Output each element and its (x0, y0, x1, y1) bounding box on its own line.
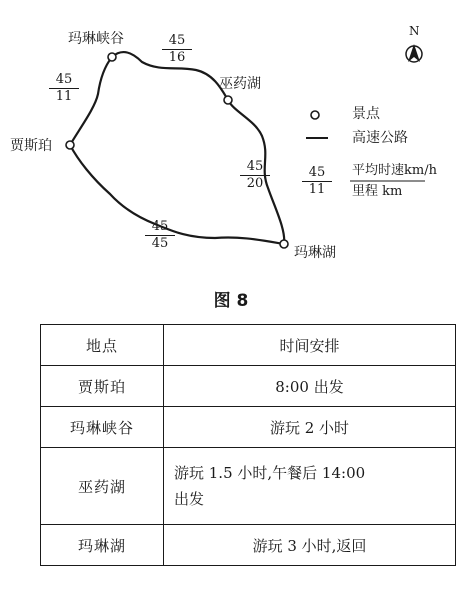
table-header-row (41, 325, 456, 366)
table-row (41, 407, 456, 448)
label-malin-lake: 玛琳湖 (294, 245, 336, 261)
row-plan: 8:00 出发 (164, 366, 456, 407)
segment-jiasibo-canyon (49, 73, 79, 104)
figure-caption: 图 8 (213, 291, 249, 311)
header-plan: 时间安排 (164, 325, 456, 366)
row-place: 巫药湖 (41, 448, 164, 525)
spot-jiasibo (66, 141, 74, 149)
legend-speed-label: 平均时速km/h (352, 163, 437, 178)
row-place: 玛琳峡谷 (41, 407, 164, 448)
segment-canyon-wuyao (162, 34, 192, 65)
table-row (41, 525, 456, 566)
segment-distance: 16 (168, 50, 186, 65)
segment-malin-jiasibo (145, 220, 175, 251)
row-place: 贾斯珀 (41, 366, 164, 407)
table-row (41, 366, 456, 407)
legend-sample-speed: 45 (302, 166, 332, 182)
segment-wuyao-malin (240, 160, 270, 191)
spot-malin-lake (280, 240, 288, 248)
legend-spot-label: 景点 (352, 106, 380, 122)
table-row (41, 448, 456, 525)
legend-sample-distance: 11 (308, 182, 326, 197)
legend-highway-label: 高速公路 (352, 130, 408, 146)
segment-speed: 45 (240, 160, 270, 176)
spot-maling-canyon (108, 53, 116, 61)
legend-spot-icon (311, 111, 319, 119)
segment-speed: 45 (49, 73, 79, 89)
row-plan-line1: 游玩 1.5 小时,午餐后 14:00 (174, 464, 366, 482)
schedule-table (40, 324, 456, 566)
north-label: N (409, 24, 420, 38)
spot-wuyao-lake (224, 96, 232, 104)
segment-distance: 45 (151, 236, 169, 251)
row-plan: 游玩 2 小时 (164, 407, 456, 448)
legend-distance-label: 里程 km (352, 184, 403, 199)
label-wuyao-lake: 巫药湖 (219, 76, 261, 92)
north-arrow-icon (406, 44, 422, 62)
label-jiasibo: 贾斯珀 (10, 138, 52, 154)
row-plan-line2: 出发 (174, 490, 205, 508)
segment-speed: 45 (145, 220, 175, 236)
segment-distance: 11 (55, 89, 73, 104)
header-place: 地点 (41, 325, 164, 366)
segment-distance: 20 (246, 176, 264, 191)
legend-sample-fraction (302, 166, 332, 197)
segment-speed: 45 (162, 34, 192, 50)
row-plan (164, 448, 456, 525)
row-plan: 游玩 3 小时,返回 (164, 525, 456, 566)
label-maling-canyon: 玛琳峡谷 (68, 31, 124, 47)
row-place: 玛琳湖 (41, 525, 164, 566)
